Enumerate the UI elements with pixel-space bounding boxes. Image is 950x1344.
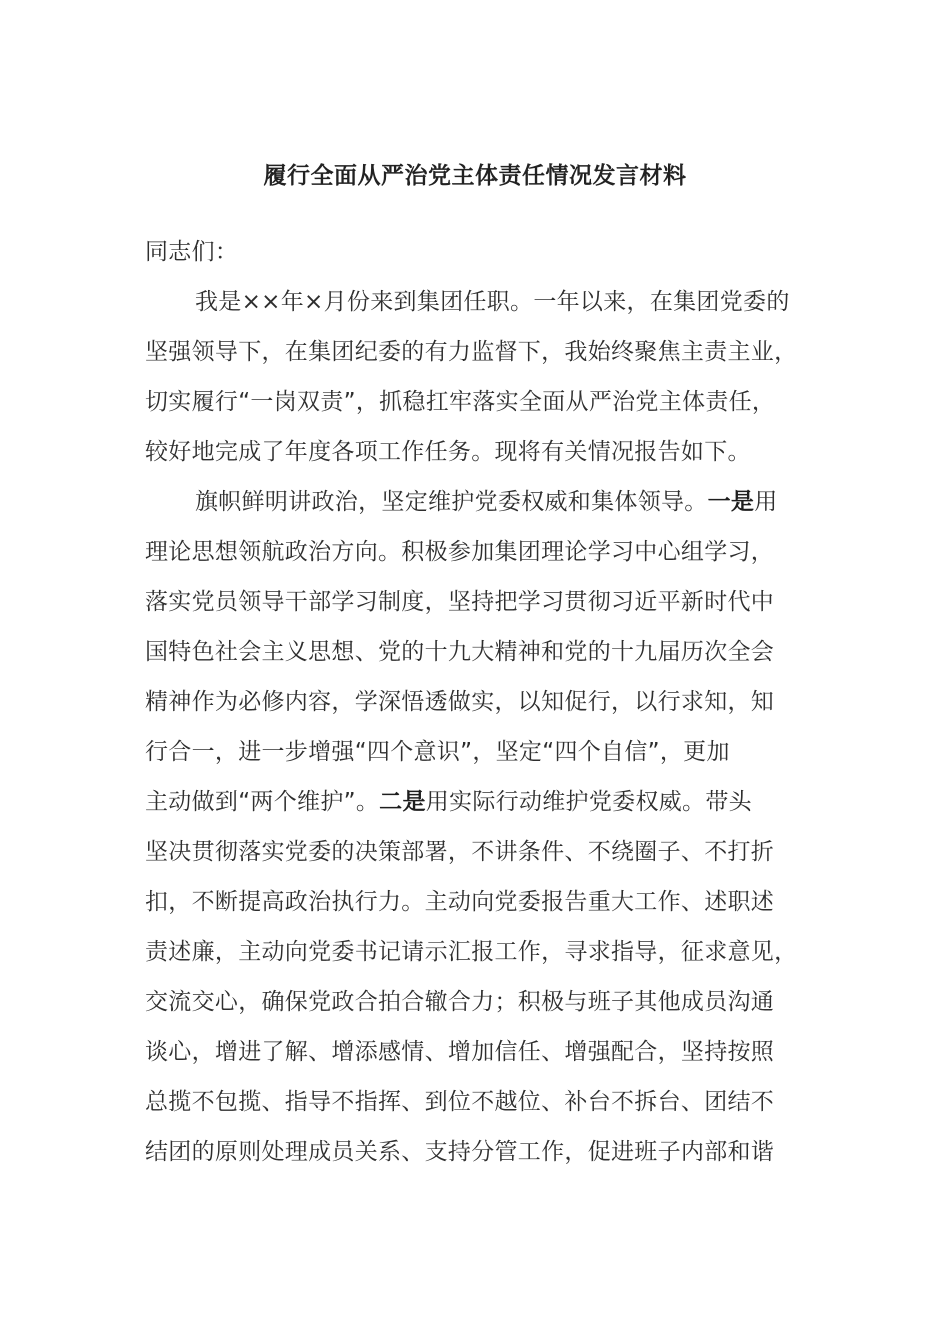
paragraph1-line: 坚强领导下，在集团纪委的有力监督下，我始终聚焦主责主业， [145, 339, 798, 365]
paragraph2-line: 坚决贯彻落实党委的决策部署，不讲条件、不绕圈子、不打折 [145, 839, 775, 865]
paragraph2-line: 落实党员领导干部学习制度，坚持把学习贯彻习近平新时代中 [145, 589, 775, 615]
paragraph2-line: 谈心，增进了解、增添感情、增加信任、增强配合，坚持按照 [145, 1039, 775, 1065]
paragraph2-line: 总揽不包揽、指导不指挥、到位不越位、补台不拆台、团结不 [145, 1089, 775, 1115]
paragraph2-line7-head: 主动做到“两个维护”。 [145, 789, 380, 815]
paragraph1-line: 我是××年×月份来到集团任职。一年以来，在集团党委的 [195, 289, 790, 315]
paragraph2-line: 结团的原则处理成员关系、支持分管工作，促进班子内部和谐 [145, 1139, 775, 1165]
paragraph2-line1-tail: 用 [754, 489, 778, 515]
salutation: 同志们： [145, 239, 239, 265]
paragraph2-line7-tail: 用实际行动维护党委权威。带头 [425, 789, 752, 815]
paragraph2-line: 行合一，进一步增强“四个意识”，坚定“四个自信”，更加 [145, 739, 730, 765]
paragraph2-line: 国特色社会主义思想、党的十九大精神和党的十九届历次全会 [145, 639, 775, 665]
document-body [145, 230, 805, 1180]
paragraph2-line: 理论思想领航政治方向。积极参加集团理论学习中心组学习， [145, 539, 775, 565]
paragraph2-line: 精神作为必修内容，学深悟透做实，以知促行，以行求知，知 [145, 689, 775, 715]
paragraph2-line: 责述廉，主动向党委书记请示汇报工作，寻求指导，征求意见， [145, 939, 798, 965]
paragraph1-line: 较好地完成了年度各项工作任务。现将有关情况报告如下。 [145, 439, 751, 465]
paragraph2-line: 扣，不断提高政治执行力。主动向党委报告重大工作、述职述 [145, 889, 775, 915]
paragraph1-line: 切实履行“一岗双责”，抓稳扛牢落实全面从严治党主体责任， [145, 389, 776, 415]
paragraph2-line: 交流交心，确保党政合拍合辙合力；积极与班子其他成员沟通 [145, 989, 775, 1015]
paragraph2-lead: 旗帜鲜明讲政治，坚定维护党委权威和集体领导。 [195, 489, 708, 515]
point-two-marker: 二是 [379, 789, 426, 815]
paragraph2-line [145, 780, 805, 830]
paragraph2-line [145, 480, 805, 530]
document-title: 履行全面从严治党主体责任情况发言材料 [263, 163, 687, 189]
point-one-marker: 一是 [707, 489, 755, 515]
